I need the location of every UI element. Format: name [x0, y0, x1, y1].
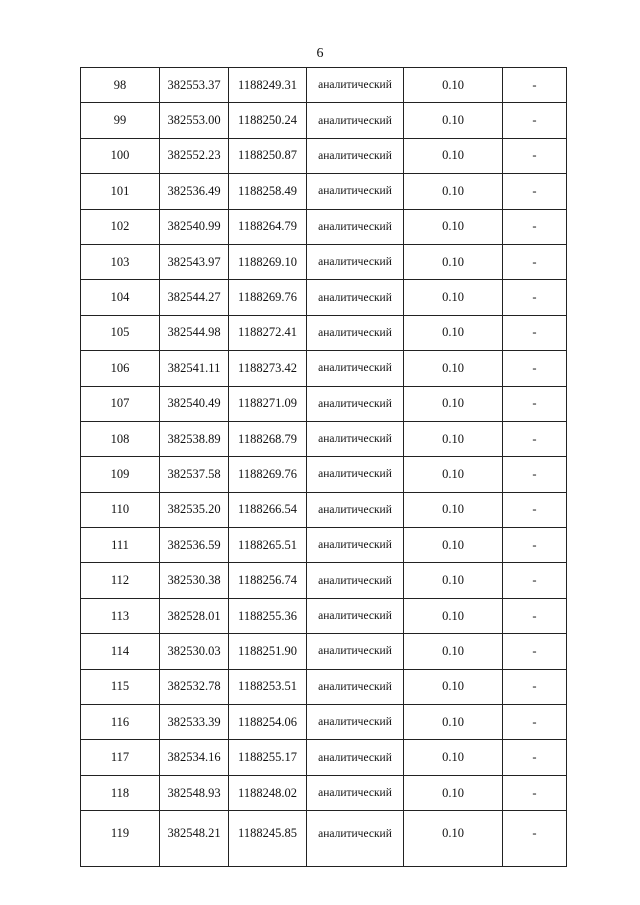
method-cell: аналитический: [307, 209, 404, 244]
x-coordinate-cell: 382532.78: [160, 669, 229, 704]
accuracy-cell: 0.10: [404, 174, 503, 209]
point-number-cell: 110: [81, 492, 160, 527]
point-number-cell: 113: [81, 598, 160, 633]
point-number-cell: 108: [81, 421, 160, 456]
note-cell: -: [503, 775, 567, 810]
point-number-cell: 101: [81, 174, 160, 209]
method-cell: аналитический: [307, 528, 404, 563]
table-row: [81, 351, 567, 386]
x-coordinate-cell: 382538.89: [160, 421, 229, 456]
x-coordinate-cell: 382530.38: [160, 563, 229, 598]
point-number-cell: 109: [81, 457, 160, 492]
point-number-cell: 99: [81, 103, 160, 138]
x-coordinate-cell: 382540.49: [160, 386, 229, 421]
y-coordinate-cell: 1188269.76: [229, 280, 307, 315]
y-coordinate-cell: 1188249.31: [229, 68, 307, 103]
method-cell: аналитический: [307, 634, 404, 669]
method-cell: аналитический: [307, 103, 404, 138]
method-cell: аналитический: [307, 138, 404, 173]
y-coordinate-cell: 1188250.87: [229, 138, 307, 173]
note-cell: -: [503, 103, 567, 138]
accuracy-cell: 0.10: [404, 68, 503, 103]
accuracy-cell: 0.10: [404, 811, 503, 867]
note-cell: -: [503, 315, 567, 350]
note-cell: -: [503, 705, 567, 740]
method-cell: аналитический: [307, 492, 404, 527]
accuracy-cell: 0.10: [404, 775, 503, 810]
point-number-cell: 111: [81, 528, 160, 563]
y-coordinate-cell: 1188258.49: [229, 174, 307, 209]
x-coordinate-cell: 382553.00: [160, 103, 229, 138]
accuracy-cell: 0.10: [404, 138, 503, 173]
table-row: [81, 244, 567, 279]
point-number-cell: 116: [81, 705, 160, 740]
point-number-cell: 105: [81, 315, 160, 350]
table-row: [81, 386, 567, 421]
point-number-cell: 114: [81, 634, 160, 669]
accuracy-cell: 0.10: [404, 386, 503, 421]
point-number-cell: 107: [81, 386, 160, 421]
method-cell: аналитический: [307, 811, 404, 867]
x-coordinate-cell: 382534.16: [160, 740, 229, 775]
accuracy-cell: 0.10: [404, 705, 503, 740]
y-coordinate-cell: 1188264.79: [229, 209, 307, 244]
accuracy-cell: 0.10: [404, 634, 503, 669]
y-coordinate-cell: 1188255.17: [229, 740, 307, 775]
accuracy-cell: 0.10: [404, 598, 503, 633]
point-number-cell: 102: [81, 209, 160, 244]
x-coordinate-cell: 382552.23: [160, 138, 229, 173]
y-coordinate-cell: 1188272.41: [229, 315, 307, 350]
accuracy-cell: 0.10: [404, 351, 503, 386]
table-row: [81, 280, 567, 315]
y-coordinate-cell: 1188269.10: [229, 244, 307, 279]
table-row: [81, 598, 567, 633]
method-cell: аналитический: [307, 457, 404, 492]
table-row: [81, 68, 567, 103]
table-row: [81, 775, 567, 810]
note-cell: -: [503, 457, 567, 492]
y-coordinate-cell: 1188269.76: [229, 457, 307, 492]
note-cell: -: [503, 138, 567, 173]
table-row: [81, 174, 567, 209]
method-cell: аналитический: [307, 705, 404, 740]
method-cell: аналитический: [307, 775, 404, 810]
x-coordinate-cell: 382544.98: [160, 315, 229, 350]
accuracy-cell: 0.10: [404, 315, 503, 350]
note-cell: -: [503, 669, 567, 704]
table-row: [81, 457, 567, 492]
note-cell: -: [503, 351, 567, 386]
accuracy-cell: 0.10: [404, 740, 503, 775]
point-number-cell: 100: [81, 138, 160, 173]
note-cell: -: [503, 209, 567, 244]
accuracy-cell: 0.10: [404, 209, 503, 244]
page-number: 6: [316, 46, 324, 61]
method-cell: аналитический: [307, 68, 404, 103]
method-cell: аналитический: [307, 351, 404, 386]
x-coordinate-cell: 382536.49: [160, 174, 229, 209]
point-number-cell: 118: [81, 775, 160, 810]
table-row: [81, 563, 567, 598]
point-number-cell: 115: [81, 669, 160, 704]
table-row: [81, 811, 567, 867]
accuracy-cell: 0.10: [404, 457, 503, 492]
table-row: [81, 669, 567, 704]
x-coordinate-cell: 382541.11: [160, 351, 229, 386]
method-cell: аналитический: [307, 315, 404, 350]
accuracy-cell: 0.10: [404, 669, 503, 704]
x-coordinate-cell: 382536.59: [160, 528, 229, 563]
accuracy-cell: 0.10: [404, 528, 503, 563]
y-coordinate-cell: 1188254.06: [229, 705, 307, 740]
note-cell: -: [503, 740, 567, 775]
coordinates-table-body: [81, 68, 567, 867]
note-cell: -: [503, 634, 567, 669]
y-coordinate-cell: 1188265.51: [229, 528, 307, 563]
note-cell: -: [503, 280, 567, 315]
table-row: [81, 138, 567, 173]
point-number-cell: 119: [81, 811, 160, 867]
method-cell: аналитический: [307, 386, 404, 421]
point-number-cell: 106: [81, 351, 160, 386]
y-coordinate-cell: 1188256.74: [229, 563, 307, 598]
y-coordinate-cell: 1188271.09: [229, 386, 307, 421]
x-coordinate-cell: 382540.99: [160, 209, 229, 244]
note-cell: -: [503, 386, 567, 421]
x-coordinate-cell: 382535.20: [160, 492, 229, 527]
y-coordinate-cell: 1188266.54: [229, 492, 307, 527]
method-cell: аналитический: [307, 244, 404, 279]
point-number-cell: 104: [81, 280, 160, 315]
y-coordinate-cell: 1188248.02: [229, 775, 307, 810]
point-number-cell: 117: [81, 740, 160, 775]
table-row: [81, 492, 567, 527]
x-coordinate-cell: 382543.97: [160, 244, 229, 279]
table-row: [81, 634, 567, 669]
x-coordinate-cell: 382537.58: [160, 457, 229, 492]
x-coordinate-cell: 382544.27: [160, 280, 229, 315]
y-coordinate-cell: 1188255.36: [229, 598, 307, 633]
table-row: [81, 103, 567, 138]
method-cell: аналитический: [307, 740, 404, 775]
note-cell: -: [503, 598, 567, 633]
point-number-cell: 112: [81, 563, 160, 598]
y-coordinate-cell: 1188253.51: [229, 669, 307, 704]
note-cell: -: [503, 492, 567, 527]
table-row: [81, 421, 567, 456]
y-coordinate-cell: 1188251.90: [229, 634, 307, 669]
x-coordinate-cell: 382548.93: [160, 775, 229, 810]
table-row: [81, 740, 567, 775]
note-cell: -: [503, 174, 567, 209]
note-cell: -: [503, 244, 567, 279]
note-cell: -: [503, 811, 567, 867]
method-cell: аналитический: [307, 421, 404, 456]
method-cell: аналитический: [307, 563, 404, 598]
point-number-cell: 103: [81, 244, 160, 279]
table-row: [81, 528, 567, 563]
note-cell: -: [503, 68, 567, 103]
point-number-cell: 98: [81, 68, 160, 103]
note-cell: -: [503, 528, 567, 563]
x-coordinate-cell: 382553.37: [160, 68, 229, 103]
accuracy-cell: 0.10: [404, 563, 503, 598]
note-cell: -: [503, 563, 567, 598]
method-cell: аналитический: [307, 174, 404, 209]
y-coordinate-cell: 1188268.79: [229, 421, 307, 456]
coordinates-table: [80, 67, 567, 867]
accuracy-cell: 0.10: [404, 421, 503, 456]
y-coordinate-cell: 1188245.85: [229, 811, 307, 867]
x-coordinate-cell: 382548.21: [160, 811, 229, 867]
accuracy-cell: 0.10: [404, 244, 503, 279]
table-row: [81, 209, 567, 244]
method-cell: аналитический: [307, 280, 404, 315]
method-cell: аналитический: [307, 598, 404, 633]
table-row: [81, 705, 567, 740]
method-cell: аналитический: [307, 669, 404, 704]
table-row: [81, 315, 567, 350]
x-coordinate-cell: 382533.39: [160, 705, 229, 740]
note-cell: -: [503, 421, 567, 456]
y-coordinate-cell: 1188273.42: [229, 351, 307, 386]
accuracy-cell: 0.10: [404, 280, 503, 315]
accuracy-cell: 0.10: [404, 103, 503, 138]
y-coordinate-cell: 1188250.24: [229, 103, 307, 138]
x-coordinate-cell: 382530.03: [160, 634, 229, 669]
accuracy-cell: 0.10: [404, 492, 503, 527]
x-coordinate-cell: 382528.01: [160, 598, 229, 633]
